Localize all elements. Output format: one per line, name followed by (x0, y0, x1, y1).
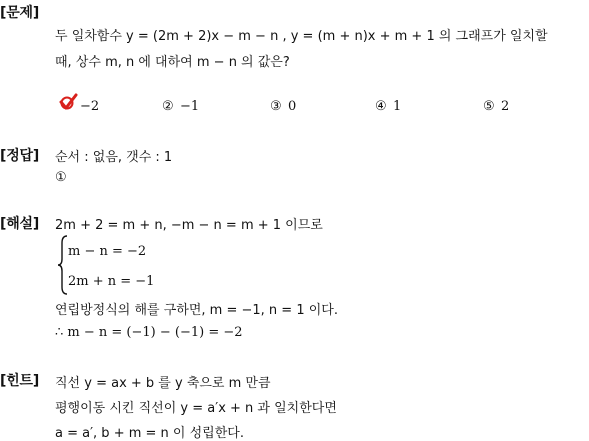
choice-3-marker: ③ (270, 99, 282, 114)
problem-line-2: 때, 상수 m, n 에 대하여 m − n 의 값은? (55, 55, 290, 70)
solution-line-3: 연립방정식의 해를 구하면, m = −1, n = 1 이다. (55, 303, 338, 318)
choice-3[interactable] (270, 99, 296, 114)
answer-line-1: 순서 : 없음, 갯수 : 1 (55, 150, 173, 165)
choice-1[interactable] (80, 99, 99, 114)
choice-5-value: 2 (501, 99, 510, 114)
problem-label: [문제] (0, 5, 40, 21)
choice-1-value: −2 (80, 99, 100, 114)
choice-5-marker: ⑤ (483, 99, 495, 114)
choice-2[interactable] (162, 99, 199, 114)
choice-2-value: −1 (180, 99, 200, 114)
solution-eq-1: m − n = −2 (68, 244, 147, 259)
hint-line-2: 평행이동 시킨 직선이 y = a′x + n 과 일치한다면 (55, 401, 337, 416)
choice-5[interactable] (483, 99, 509, 114)
solution-line-1: 2m + 2 = m + n, −m − n = m + 1 이므로 (55, 218, 323, 233)
hint-line-1: 직선 y = ax + b 를 y 축으로 m 만큼 (55, 376, 271, 391)
choice-4[interactable] (375, 99, 401, 114)
solution-eq-2: 2m + n = −1 (68, 274, 155, 289)
answer-label: [정답] (0, 148, 40, 164)
problem-line-1: 두 일차함수 y = (2m + 2)x − m − n , y = (m + n)x + m + 1 의 그래프가 일치할 (55, 29, 548, 44)
choice-3-value: 0 (288, 99, 297, 114)
choice-2-marker: ② (162, 99, 174, 114)
answer-line-2: ① (55, 170, 67, 185)
solution-label: [해설] (0, 216, 40, 232)
hint-label: [힌트] (0, 373, 40, 389)
solution-line-4: ∴ m − n = (−1) − (−1) = −2 (55, 325, 243, 340)
check-mark-icon (58, 92, 78, 112)
choice-4-value: 1 (393, 99, 402, 114)
choice-4-marker: ④ (375, 99, 387, 114)
hint-line-3: a = a′, b + m = n 이 성립한다. (55, 426, 244, 441)
